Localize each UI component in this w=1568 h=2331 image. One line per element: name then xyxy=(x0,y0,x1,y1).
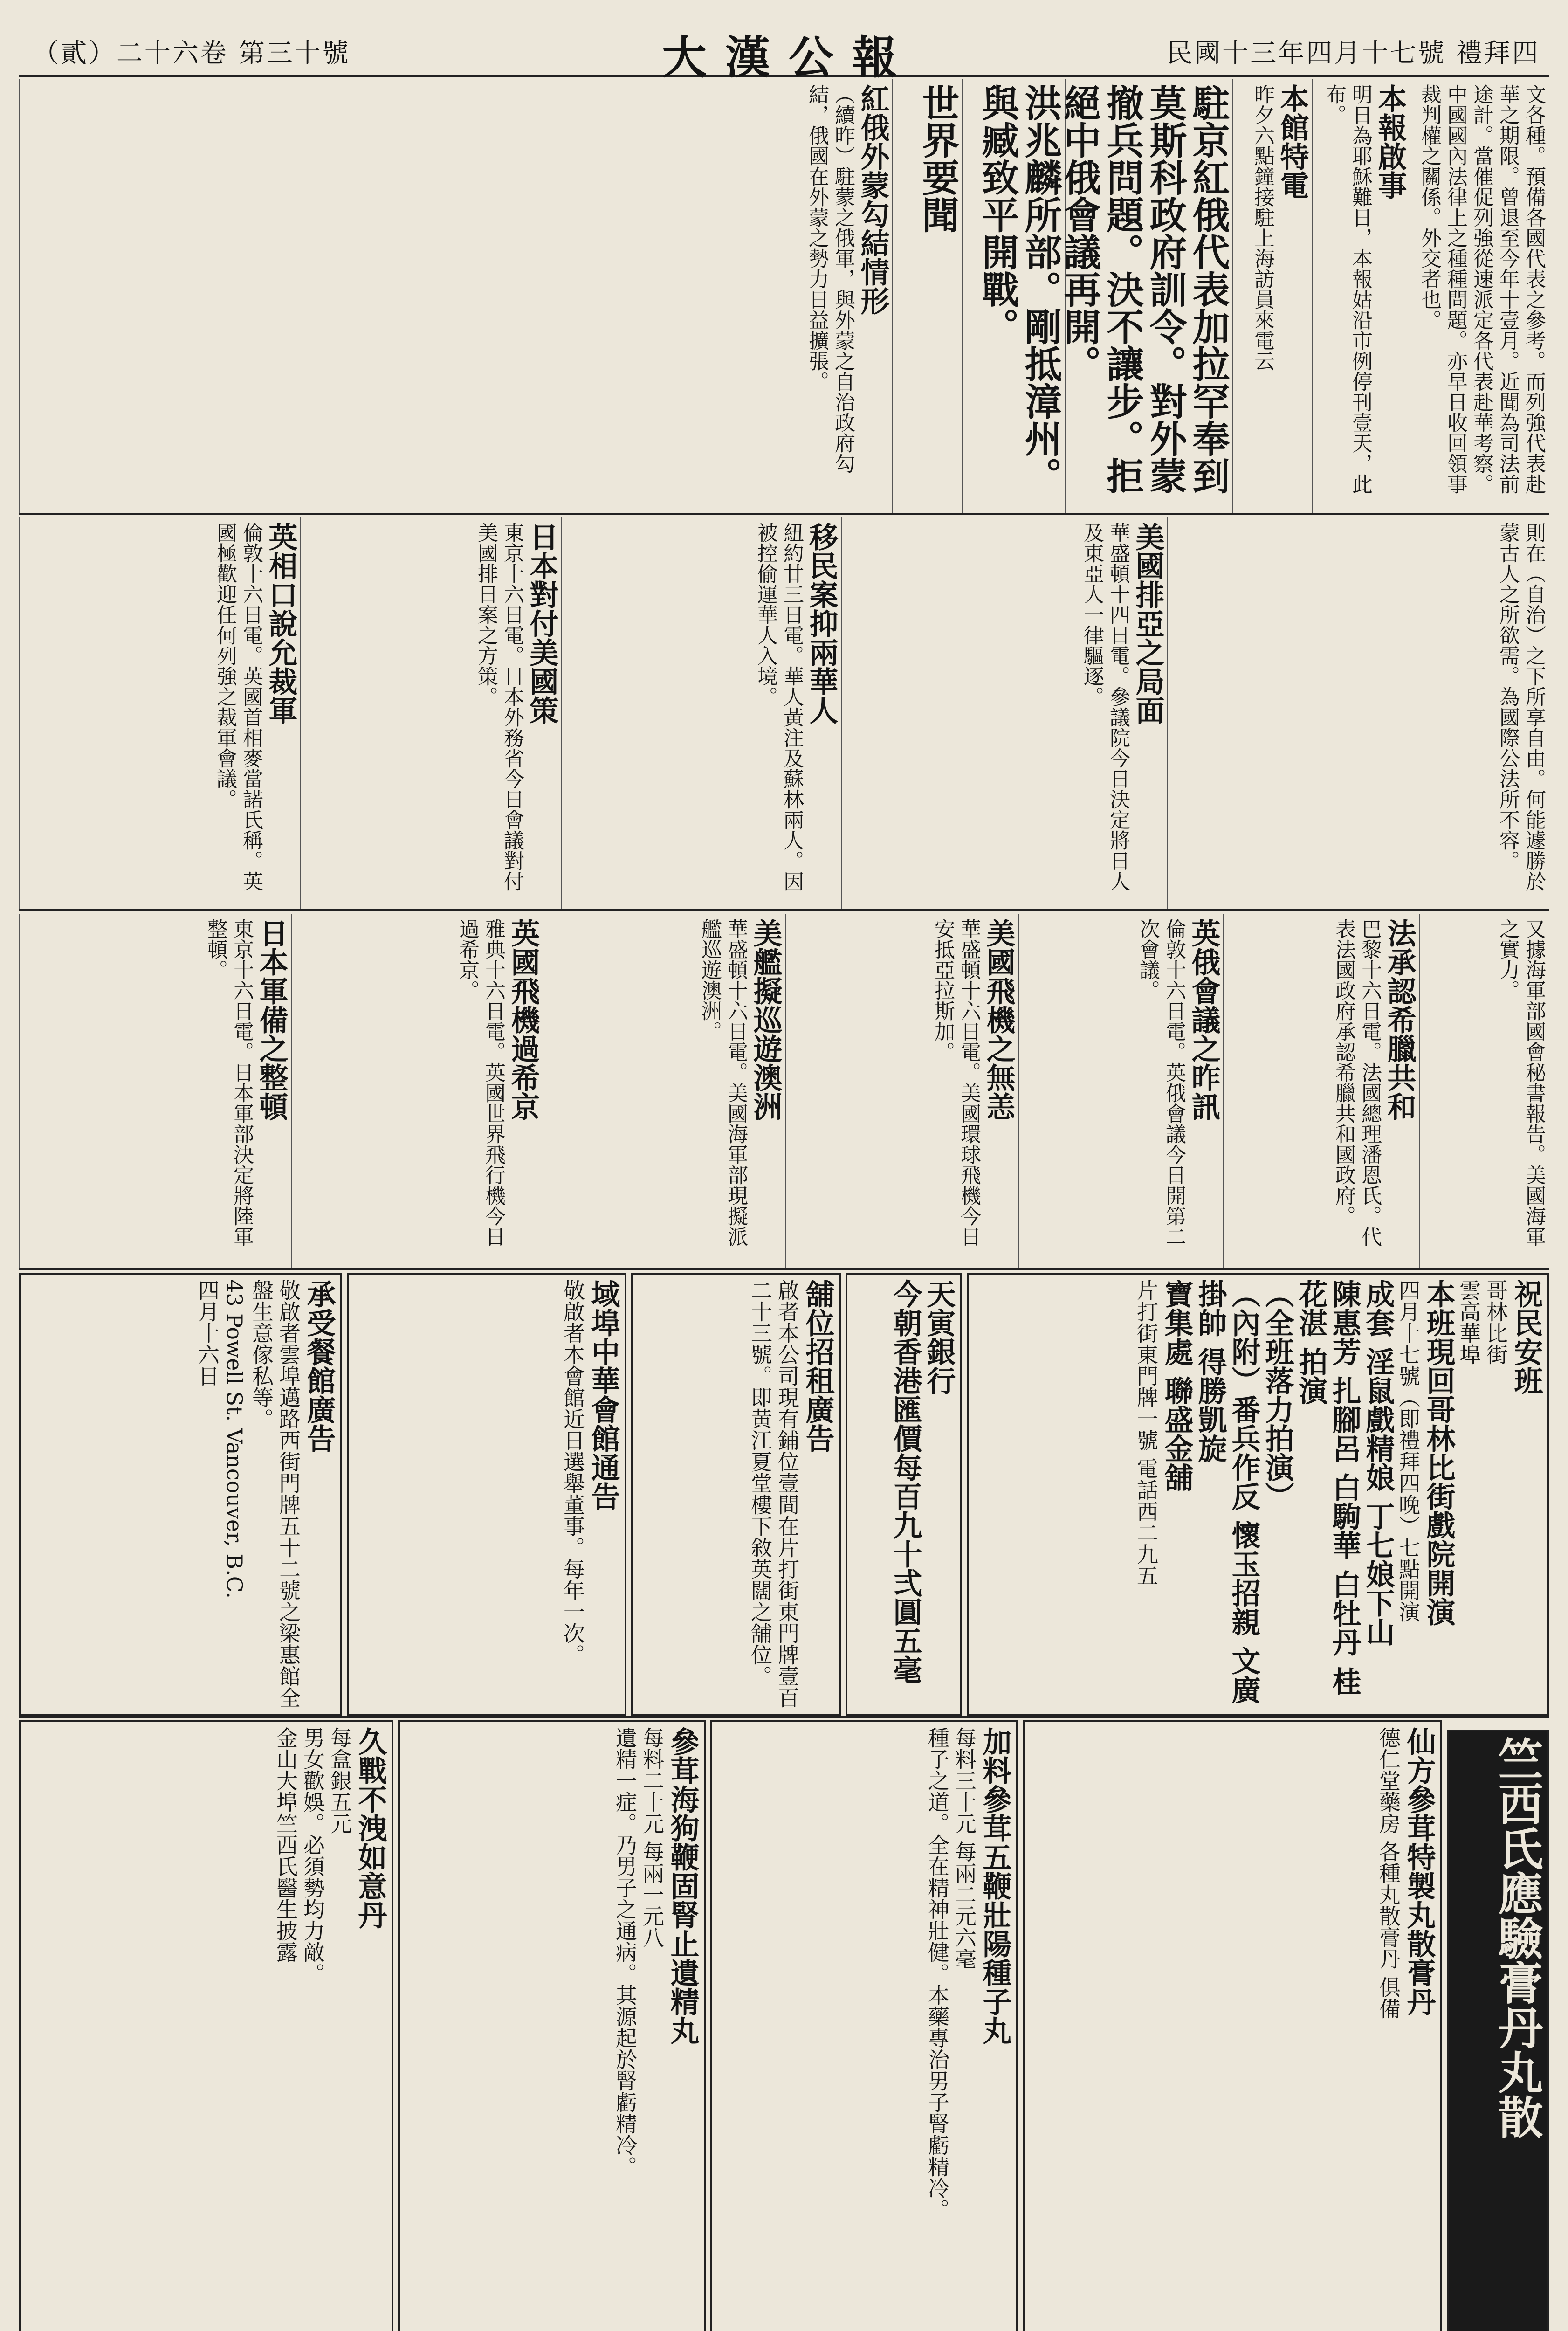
france-greece-article: 法承認希臘共和 巴黎十六日電。法國總理潘恩氏。代表法國政府承認希臘共和國政府。 xyxy=(1223,914,1419,1268)
rent-ad: 舖位招租廣告 啟者本公司現有鋪位壹間在片打街東門牌壹百二十三號。即黃江夏堂樓下敘英闊之舖位。 xyxy=(631,1273,841,1716)
theatre-head: 祝民安班 xyxy=(1509,1279,1543,1395)
bank-head: 天寅銀行 xyxy=(922,1279,956,1395)
masthead xyxy=(19,19,1549,84)
restaurant-ad: 承受餐館廣告 敬啟者雲埠邁路西街門牌五十二號之梁惠館全盤生意傢私等。 43 Powell St. Vancouver, B.C. 四月十六日 xyxy=(19,1273,342,1716)
exchange-rate: 今朝香港匯價每百九十弍圓五毫 xyxy=(888,1279,922,1684)
medicine-ad-2: 參茸海狗鞭固腎止遺精丸 每料二十元 每兩一元八 遺精一症。乃男子之通病。其源起於腎虧精冷。 xyxy=(398,1720,706,2331)
us-exclusion-heading: 美國排亞之局面 xyxy=(1131,522,1165,724)
japan-army-article: 日本軍備之整頓 東京十六日電。日本軍部決定將陸軍整頓。 xyxy=(19,914,291,1268)
uk-disarm-heading: 英相口說允裁軍 xyxy=(264,522,298,724)
telegram-headline-1: 駐京紅俄代表加拉罕奉到莫斯科政府訓令。對外蒙撤兵問題。決不讓步。拒絕中俄會議再開。 xyxy=(1065,79,1232,513)
band-ads xyxy=(19,1273,1549,1718)
telegram-heading: 本館特電 xyxy=(1275,84,1309,200)
mongolia-article xyxy=(19,79,892,513)
us-flight-article: 美國飛機之無恙 華盛頓十六日電。美國環球飛機今日安抵亞拉斯加。 xyxy=(785,914,1018,1268)
japan-policy-article: 日本對付美國策 東京十六日電。日本外務省今日會議對付美國排日案之方策。 xyxy=(300,517,561,909)
band-third-news xyxy=(19,914,1549,1270)
us-exclusion-article: 美國排亞之局面 華盛頓十四日電。參議院今日決定將日人及東亞人一律驅逐。 xyxy=(841,517,1167,909)
immigration-heading: 移民案抑兩華人 xyxy=(805,522,839,724)
brand-banner: 竺西氏應驗膏丹丸散 xyxy=(1447,1730,1549,2331)
autonomy-text: 則在（自治）之下所享自由。何能遽勝於蒙古人之所欲需。為國際公法所不容。 xyxy=(1167,517,1549,909)
association-notice: 域埠中華會館通告 敬啟者本會館近日選舉董事。每年一次。 xyxy=(347,1273,626,1716)
telegram-column xyxy=(1232,79,1312,513)
notice-column xyxy=(1312,79,1410,513)
mongolia-text: （續昨）駐蒙之俄軍，與外蒙之自治政府勾結，俄國在外蒙之勢力日益擴張。 xyxy=(805,84,855,474)
issue-info: （貳）二十六卷 第三十號 xyxy=(33,38,351,69)
immigration-article: 移民案抑兩華人 紐約廿三日電。華人黃注及蘇林兩人。因被控偷運華人入境。 xyxy=(561,517,841,909)
world-news-heading: 世界要聞 xyxy=(892,79,962,513)
medicine-list: 仙方參茸特製丸散膏丹 德仁堂藥房 各種丸散膏丹 俱備 xyxy=(1023,1720,1442,2331)
band-second-news xyxy=(19,517,1549,911)
uk-disarm-article: 英相口說允裁軍 倫敦十六日電。英國首相麥當諾氏稱。英國極歡迎任何列強之裁軍會議。 xyxy=(19,517,300,909)
navy-text: 又據海軍部國會秘書報告。美國海軍之實力。 xyxy=(1419,914,1549,1268)
japan-army-heading: 日本軍備之整頓 xyxy=(254,918,289,1121)
uk-plane-greece-article: 英國飛機過希京 雅典十六日電。英國世界飛行機今日過希京。 xyxy=(291,914,543,1268)
uk-soviet-article: 英俄會議之昨訊 倫敦十六日電。英俄會議今日開第二次會議。 xyxy=(1018,914,1223,1268)
uk-plane-greece-heading: 英國飛機過希京 xyxy=(506,918,540,1121)
band-medicine xyxy=(19,1720,1549,2331)
right-column-text: 文各種。預備各國代表之參考。而列強代表赴華之期限。曾退至今年十壹月。近聞為司法前途計。當催促列強從速派定各代表赴華考察。中國國內法律上之種種問題。亦早日收回領事裁判權之關係。外交者也。 xyxy=(1410,79,1549,513)
us-navy-australia-article: 美艦擬巡遊澳洲 華盛頓十六日電。美國海軍部現擬派艦巡遊澳洲。 xyxy=(543,914,785,1268)
notice-text: 明日為耶穌難日，本報姑沿市例停刊壹天，此布。 xyxy=(1322,84,1372,494)
telegram-headline-2: 洪兆麟所部。剛抵漳州。與臧致平開戰。 xyxy=(962,79,1065,513)
medicine-ad-3: 久戰不洩如意丹 每盒銀五元 男女歡娛。必須勢均力敵。 金山大埠竺西氏醫生披露 xyxy=(19,1720,393,2331)
us-navy-australia-heading: 美艦擬巡遊澳洲 xyxy=(749,918,783,1121)
japan-policy-heading: 日本對付美國策 xyxy=(525,522,559,724)
theatre-ad: 祝民安班 哥林比街 雲高華埠 本班現回哥林比街戲院開演 四月十七號（即禮拜四晚）七點開演 成套 淫鼠戲精娘 丁七娘下山 陳惠芳 扎腳呂 白駒華 白牡丹 桂花湛 拍演 （全班落力拍演） （內附）番兵作反 懷玉招親 文廣掛帥 得勝凱旋 寶集處 聯盛金舖 片打街東門牌一號 電話西二九五 xyxy=(967,1273,1549,1716)
date-info: 民國十三年四月十七號 禮拜四 xyxy=(1166,38,1540,69)
france-greece-heading: 法承認希臘共和 xyxy=(1382,918,1417,1121)
notice-heading: 本報啟事 xyxy=(1373,84,1407,200)
uk-soviet-heading: 英俄會議之昨訊 xyxy=(1187,918,1221,1121)
us-flight-heading: 美國飛機之無恙 xyxy=(982,918,1016,1121)
mongolia-heading: 紅俄外蒙勾結情形 xyxy=(856,84,890,315)
telegram-note: 昨夕六點鐘接駐上海訪員來電云 xyxy=(1251,84,1274,371)
medicine-ad-1: 加料參茸五鞭壯陽種子丸 每料三十元 每兩二元六毫 種子之道。全在精神壯健。本藥專治男子腎虧精冷。 xyxy=(710,1720,1018,2331)
bank-ad xyxy=(846,1273,962,1716)
newspaper-title: 大漢公報 xyxy=(662,31,915,84)
band-top-news xyxy=(19,79,1549,515)
